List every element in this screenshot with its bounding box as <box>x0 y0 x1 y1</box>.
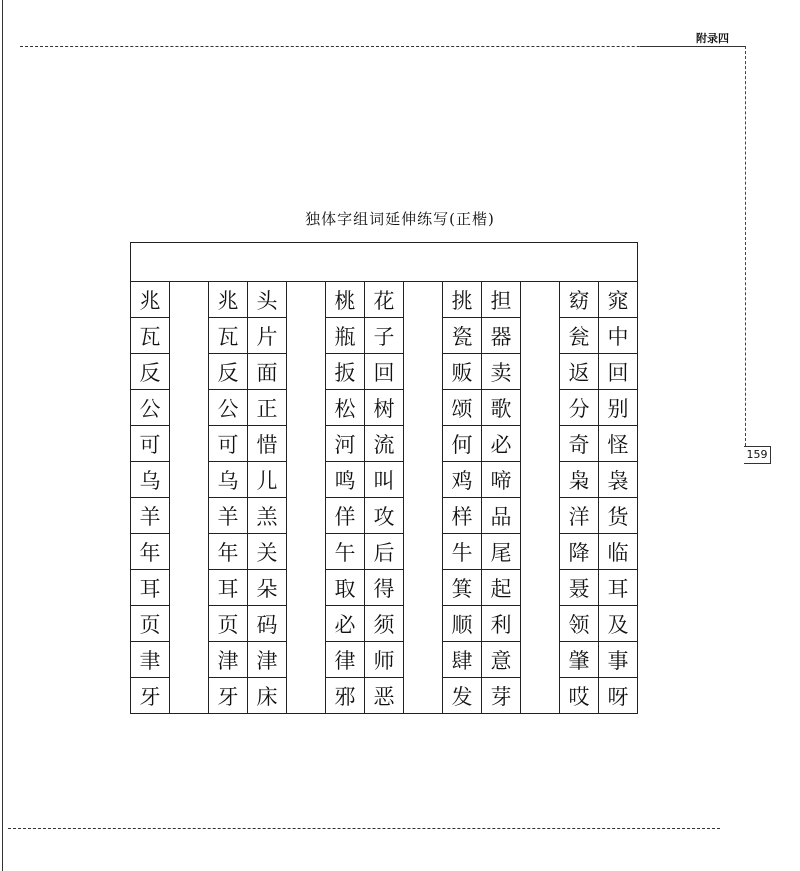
grid-gap-cell <box>404 318 443 354</box>
grid-char-cell: 货 <box>599 498 638 534</box>
grid-char-cell: 津 <box>209 642 248 678</box>
grid-char-cell: 佯 <box>326 498 365 534</box>
grid-char-cell: 别 <box>599 390 638 426</box>
grid-gap-cell <box>287 678 326 714</box>
grid-row <box>131 318 638 354</box>
grid-char-cell: 瓦 <box>209 318 248 354</box>
grid-char-cell: 须 <box>365 606 404 642</box>
grid-char-cell: 桃 <box>326 282 365 318</box>
grid-char-cell: 领 <box>560 606 599 642</box>
grid-row <box>131 390 638 426</box>
grid-char-cell: 乌 <box>209 462 248 498</box>
grid-char-cell: 流 <box>365 426 404 462</box>
grid-char-cell: 午 <box>326 534 365 570</box>
grid-char-cell: 公 <box>131 390 170 426</box>
grid-gap-cell <box>521 498 560 534</box>
grid-char-cell: 可 <box>131 426 170 462</box>
grid-gap-cell <box>287 534 326 570</box>
grid-char-cell: 公 <box>209 390 248 426</box>
grid-gap-cell <box>170 426 209 462</box>
grid-char-cell: 奇 <box>560 426 599 462</box>
grid-char-cell: 瓶 <box>326 318 365 354</box>
grid-char-cell: 兆 <box>131 282 170 318</box>
grid-row <box>131 606 638 642</box>
grid-row <box>131 462 638 498</box>
grid-char-cell: 取 <box>326 570 365 606</box>
grid-gap-cell <box>170 282 209 318</box>
grid-char-cell: 鸣 <box>326 462 365 498</box>
grid-char-cell: 羊 <box>131 498 170 534</box>
grid-char-cell: 律 <box>326 642 365 678</box>
grid-gap-cell <box>404 390 443 426</box>
grid-row <box>131 570 638 606</box>
grid-char-cell: 床 <box>248 678 287 714</box>
grid-gap-cell <box>170 678 209 714</box>
grid-gap-cell <box>170 642 209 678</box>
grid-char-cell: 片 <box>248 318 287 354</box>
grid-char-cell: 尾 <box>482 534 521 570</box>
grid-header-row <box>131 243 638 282</box>
grid-gap-cell <box>170 570 209 606</box>
grid-char-cell: 卖 <box>482 354 521 390</box>
grid-row <box>131 426 638 462</box>
grid-char-cell: 页 <box>131 606 170 642</box>
grid-char-cell: 返 <box>560 354 599 390</box>
grid-char-cell: 颂 <box>443 390 482 426</box>
grid-gap-cell <box>521 354 560 390</box>
grid-char-cell: 何 <box>443 426 482 462</box>
grid-gap-cell <box>170 390 209 426</box>
grid-char-cell: 后 <box>365 534 404 570</box>
grid-char-cell: 儿 <box>248 462 287 498</box>
grid-char-cell: 回 <box>365 354 404 390</box>
grid-char-cell: 面 <box>248 354 287 390</box>
grid-char-cell: 分 <box>560 390 599 426</box>
grid-gap-cell <box>404 498 443 534</box>
grid-char-cell: 窕 <box>599 282 638 318</box>
grid-char-cell: 必 <box>326 606 365 642</box>
grid-char-cell: 降 <box>560 534 599 570</box>
grid-char-cell: 聂 <box>560 570 599 606</box>
grid-gap-cell <box>404 570 443 606</box>
grid-char-cell: 临 <box>599 534 638 570</box>
grid-char-cell: 耳 <box>209 570 248 606</box>
header-rule <box>20 46 745 47</box>
header-rule-solid <box>640 46 746 47</box>
grid-char-cell: 页 <box>209 606 248 642</box>
grid-gap-cell <box>521 282 560 318</box>
grid-gap-cell <box>287 390 326 426</box>
grid-gap-cell <box>170 534 209 570</box>
grid-gap-cell <box>521 570 560 606</box>
grid-gap-cell <box>404 606 443 642</box>
grid-char-cell: 回 <box>599 354 638 390</box>
section-label: 附录四 <box>696 32 729 45</box>
grid-char-cell: 兆 <box>209 282 248 318</box>
grid-char-cell: 叫 <box>365 462 404 498</box>
grid-char-cell: 反 <box>131 354 170 390</box>
grid-char-cell: 发 <box>443 678 482 714</box>
footer-rule <box>8 828 720 829</box>
grid-char-cell: 芽 <box>482 678 521 714</box>
grid-char-cell: 得 <box>365 570 404 606</box>
grid-gap-cell <box>404 354 443 390</box>
grid-char-cell: 关 <box>248 534 287 570</box>
grid-char-cell: 窈 <box>560 282 599 318</box>
grid-gap-cell <box>521 462 560 498</box>
grid-char-cell: 反 <box>209 354 248 390</box>
grid-char-cell: 头 <box>248 282 287 318</box>
grid-row <box>131 498 638 534</box>
grid-char-cell: 及 <box>599 606 638 642</box>
grid-gap-cell <box>170 498 209 534</box>
grid-char-cell: 恶 <box>365 678 404 714</box>
grid-char-cell: 牛 <box>443 534 482 570</box>
grid-char-cell: 肆 <box>443 642 482 678</box>
grid-gap-cell <box>404 462 443 498</box>
grid-char-cell: 河 <box>326 426 365 462</box>
grid-row <box>131 534 638 570</box>
grid-char-cell: 贩 <box>443 354 482 390</box>
grid-char-cell: 子 <box>365 318 404 354</box>
grid-char-cell: 耳 <box>131 570 170 606</box>
grid-char-cell: 扳 <box>326 354 365 390</box>
grid-char-cell: 羊 <box>209 498 248 534</box>
grid-char-cell: 枭 <box>560 462 599 498</box>
grid-gap-cell <box>287 642 326 678</box>
grid-gap-cell <box>287 462 326 498</box>
grid-row <box>131 678 638 714</box>
grid-gap-cell <box>287 606 326 642</box>
grid-char-cell: 攻 <box>365 498 404 534</box>
grid-gap-cell <box>404 642 443 678</box>
grid-char-cell: 品 <box>482 498 521 534</box>
grid-char-cell: 鸡 <box>443 462 482 498</box>
grid-row <box>131 642 638 678</box>
grid-char-cell: 挑 <box>443 282 482 318</box>
grid-row <box>131 282 638 318</box>
grid-gap-cell <box>521 678 560 714</box>
grid-gap-cell <box>170 318 209 354</box>
grid-gap-cell <box>521 318 560 354</box>
grid-char-cell: 花 <box>365 282 404 318</box>
grid-gap-cell <box>170 606 209 642</box>
grid-char-cell: 样 <box>443 498 482 534</box>
grid-gap-cell <box>521 606 560 642</box>
grid-gap-cell <box>287 318 326 354</box>
sheet-title: 独体字组词延伸练写(正楷) <box>305 210 495 228</box>
grid-char-cell: 必 <box>482 426 521 462</box>
page-number: 159 <box>744 446 771 464</box>
grid-gap-cell <box>287 426 326 462</box>
grid-gap-cell <box>287 498 326 534</box>
grid-char-cell: 耳 <box>599 570 638 606</box>
grid-char-cell: 担 <box>482 282 521 318</box>
grid-char-cell: 瓷 <box>443 318 482 354</box>
grid-char-cell: 乌 <box>131 462 170 498</box>
grid-gap-cell <box>404 282 443 318</box>
grid-char-cell: 箕 <box>443 570 482 606</box>
left-page-edge <box>2 0 3 871</box>
grid-char-cell: 邪 <box>326 678 365 714</box>
grid-char-cell: 呀 <box>599 678 638 714</box>
grid-char-cell: 顺 <box>443 606 482 642</box>
grid-char-cell: 码 <box>248 606 287 642</box>
grid-char-cell: 师 <box>365 642 404 678</box>
grid-char-cell: 可 <box>209 426 248 462</box>
grid-char-cell: 哎 <box>560 678 599 714</box>
grid-char-cell: 年 <box>131 534 170 570</box>
grid-gap-cell <box>170 462 209 498</box>
grid-gap-cell <box>521 390 560 426</box>
grid-gap-cell <box>521 426 560 462</box>
grid-char-cell: 意 <box>482 642 521 678</box>
grid-char-cell: 松 <box>326 390 365 426</box>
grid-gap-cell <box>404 678 443 714</box>
grid-char-cell: 朵 <box>248 570 287 606</box>
grid-char-cell: 事 <box>599 642 638 678</box>
grid-char-cell: 树 <box>365 390 404 426</box>
grid-gap-cell <box>287 570 326 606</box>
right-margin-rule <box>745 46 746 446</box>
grid-gap-cell <box>404 534 443 570</box>
grid-char-cell: 正 <box>248 390 287 426</box>
grid-char-cell: 怪 <box>599 426 638 462</box>
grid-header-cell <box>131 243 638 282</box>
practice-grid <box>130 242 638 714</box>
grid-char-cell: 瓦 <box>131 318 170 354</box>
grid-char-cell: 牙 <box>209 678 248 714</box>
grid-gap-cell <box>170 354 209 390</box>
grid-char-cell: 聿 <box>131 642 170 678</box>
grid-gap-cell <box>287 354 326 390</box>
grid-char-cell: 啼 <box>482 462 521 498</box>
grid-char-cell: 起 <box>482 570 521 606</box>
grid-char-cell: 中 <box>599 318 638 354</box>
grid-char-cell: 歌 <box>482 390 521 426</box>
grid-char-cell: 津 <box>248 642 287 678</box>
grid-char-cell: 羔 <box>248 498 287 534</box>
grid-gap-cell <box>521 642 560 678</box>
grid-gap-cell <box>521 534 560 570</box>
grid-gap-cell <box>287 282 326 318</box>
grid-char-cell: 牙 <box>131 678 170 714</box>
grid-char-cell: 惜 <box>248 426 287 462</box>
grid-char-cell: 瓮 <box>560 318 599 354</box>
grid-char-cell: 年 <box>209 534 248 570</box>
grid-char-cell: 肇 <box>560 642 599 678</box>
grid-char-cell: 袅 <box>599 462 638 498</box>
grid-row <box>131 354 638 390</box>
grid-gap-cell <box>404 426 443 462</box>
grid-char-cell: 利 <box>482 606 521 642</box>
grid-char-cell: 洋 <box>560 498 599 534</box>
grid-char-cell: 器 <box>482 318 521 354</box>
